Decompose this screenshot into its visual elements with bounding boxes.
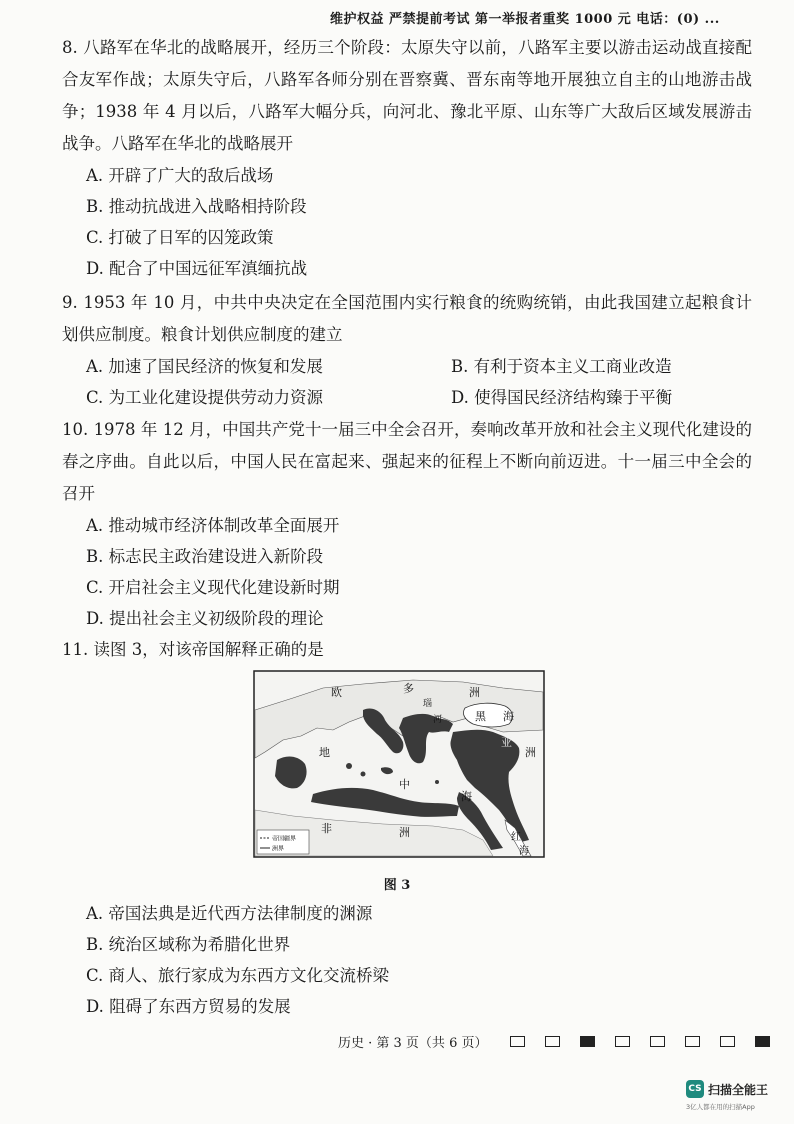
label-asia-2: 洲 — [525, 746, 536, 759]
label-africa-2: 洲 — [399, 826, 410, 839]
label-danube-1: 瑙 — [423, 699, 433, 709]
island-1 — [346, 763, 352, 769]
option-b: B. 推动抗战进入战略相持阶段 — [86, 197, 307, 216]
scan-mark-5 — [650, 1036, 665, 1047]
option-d: D. 阻碍了东西方贸易的发展 — [86, 997, 291, 1016]
label-med-1: 地 — [319, 746, 330, 759]
label-asia-1: 亚 — [501, 736, 512, 749]
scan-mark-1 — [510, 1036, 525, 1047]
option-a: A. 帝国法典是近代西方法律制度的渊源 — [86, 904, 373, 923]
question-stem — [62, 414, 752, 510]
option-d: D. 配合了中国远征军滇缅抗战 — [86, 259, 308, 278]
option-c: C. 商人、旅行家成为东西方文化交流桥梁 — [86, 966, 390, 985]
legend-continent-label: 洲界 — [272, 845, 285, 853]
stem-text: 1953 年 10 月，中共中央决定在全国范围内实行粮食的统购统销，由此我国建立起粮食计划供应制度。粮食计划供应制度的建立 — [62, 293, 752, 344]
option-a: A. 推动城市经济体制改革全面展开 — [86, 516, 340, 535]
question-stem — [62, 32, 752, 160]
option-c: C. 打破了日军的囚笼政策 — [86, 228, 274, 247]
question-11 — [62, 634, 752, 666]
option-c: C. 开启社会主义现代化建设新时期 — [86, 578, 340, 597]
option-b: B. 有利于资本主义工商业改造 — [451, 357, 672, 376]
option-c: C. 为工业化建设提供劳动力资源 — [86, 388, 324, 407]
legend-empire-label: 帝国疆界 — [272, 835, 297, 843]
question-8 — [62, 32, 752, 284]
label-danube-2: 河 — [433, 715, 443, 725]
page-footer — [0, 1032, 794, 1052]
label-red-2: 海 — [519, 846, 529, 857]
map-caption: 图 3 — [383, 878, 411, 893]
cs-logo-icon: CS — [686, 1080, 704, 1098]
option-a: A. 加速了国民经济的恢复和发展 — [86, 357, 323, 376]
question-11-options — [62, 898, 752, 1022]
question-number: 9. — [62, 293, 78, 312]
scan-mark-4 — [615, 1036, 630, 1047]
cs-tagline: 3亿人都在用的扫描App — [686, 1103, 755, 1111]
scan-mark-2 — [545, 1036, 560, 1047]
page-number: 历史 · 第 3 页（共 6 页） — [338, 1036, 488, 1051]
label-europe-2: 多 — [403, 682, 414, 695]
question-stem — [62, 287, 752, 351]
question-number: 10. — [62, 420, 89, 439]
scan-marks — [510, 1036, 770, 1047]
map-figure — [253, 670, 545, 858]
label-europe-1: 欧 — [331, 686, 342, 699]
option-d: D. 使得国民经济结构臻于平衡 — [451, 388, 673, 407]
scan-mark-3 — [580, 1036, 595, 1047]
cs-app-name: 扫描全能王 — [708, 1083, 769, 1097]
question-number: 11. — [62, 640, 89, 659]
question-9 — [62, 287, 752, 413]
scanner-watermark — [686, 1080, 786, 1116]
options-grid — [62, 351, 752, 413]
label-med-3: 海 — [461, 790, 472, 803]
island-cyprus — [463, 768, 468, 773]
label-africa-1: 非 — [321, 822, 332, 835]
question-stem — [62, 634, 752, 666]
empire-map — [253, 670, 545, 858]
island-crete — [435, 780, 439, 784]
stem-text: 1978 年 12 月，中国共产党十一届三中全会召开，奏响改革开放和社会主义现代化建设的春之序曲。自此以后，中国人民在富起来、强起来的征程上不断向前迈进。十一届三中全会的召开 — [62, 420, 752, 503]
scan-mark-6 — [685, 1036, 700, 1047]
label-europe-3: 洲 — [469, 686, 480, 699]
label-med-2: 中 — [399, 778, 410, 791]
label-black-2: 海 — [503, 710, 514, 723]
scan-mark-7 — [720, 1036, 735, 1047]
option-a: A. 开辟了广大的敌后战场 — [86, 166, 274, 185]
island-2 — [361, 772, 366, 777]
label-black-1: 黑 — [475, 710, 486, 723]
option-b: B. 统治区域称为希腊化世界 — [86, 935, 291, 954]
scan-mark-8 — [755, 1036, 770, 1047]
question-number: 8. — [62, 38, 78, 57]
option-d: D. 提出社会主义初级阶段的理论 — [86, 609, 324, 628]
question-10 — [62, 414, 752, 634]
option-b: B. 标志民主政治建设进入新阶段 — [86, 547, 324, 566]
label-red-1: 红 — [511, 832, 521, 843]
stem-text: 八路军在华北的战略展开，经历三个阶段：太原失守以前，八路军主要以游击运动战直接配合友军作战；太原失守后，八路军各师分别在晋察冀、晋东南等地开展独立自主的山地游击战争；1938 年 4 月以后，八路军大幅分兵，向河北、豫北平原、山东等广大敌后区域发展游击战争。八路军在华北的战略展开 — [62, 38, 753, 153]
exam-header: 维护权益 严禁提前考试 第一举报者重奖 1000 元 电话：(0) ... — [330, 12, 720, 27]
stem-text: 读图 3，对该帝国解释正确的是 — [93, 640, 324, 659]
